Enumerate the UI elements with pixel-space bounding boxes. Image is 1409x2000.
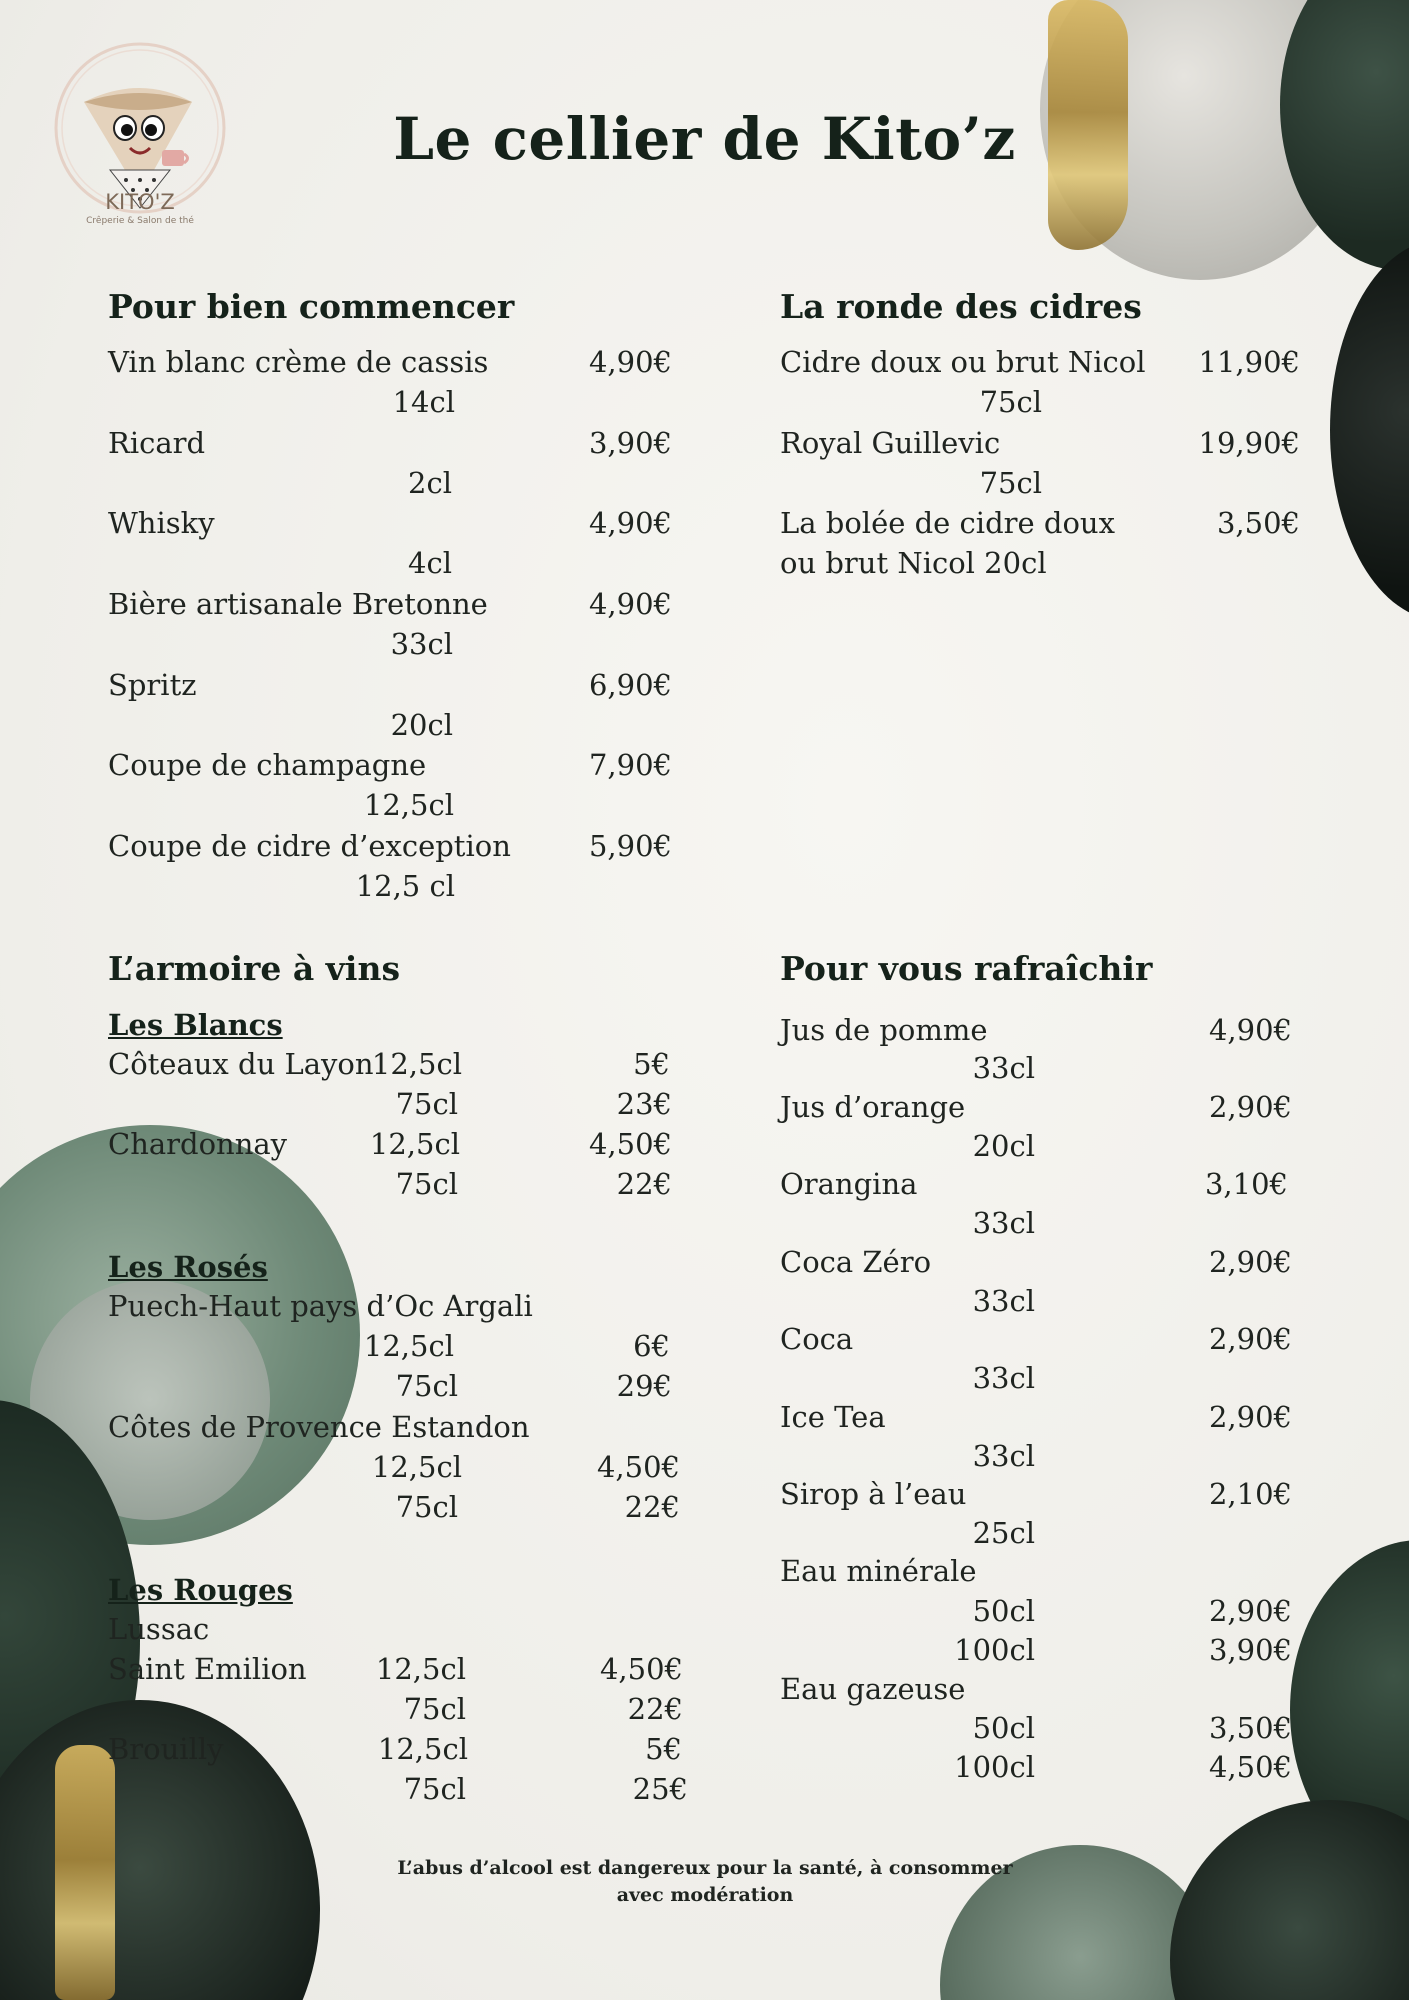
item-price: 4,90€ bbox=[1208, 1013, 1292, 1047]
health-warning bbox=[330, 1855, 1080, 1909]
section-heading-wines: L’armoire à vins bbox=[108, 949, 401, 988]
item-name: Chardonnay bbox=[108, 1127, 288, 1161]
subheading-reds: Les Rouges bbox=[108, 1573, 293, 1607]
item-name: Coupe de cidre d’exception bbox=[108, 829, 511, 863]
item-price: 2,90€ bbox=[1208, 1594, 1292, 1628]
item-volume: 100cl bbox=[954, 1750, 1035, 1784]
logo-tagline-text: Crêperie & Salon de thé bbox=[86, 216, 194, 226]
item-price: 5€ bbox=[633, 1047, 670, 1081]
subheading-whites: Les Blancs bbox=[108, 1008, 283, 1042]
item-volume: 12,5cl bbox=[363, 1329, 454, 1363]
item-volume: 14cl bbox=[392, 385, 455, 419]
item-price: 3,50€ bbox=[1216, 506, 1300, 540]
item-volume: 75cl bbox=[395, 1369, 458, 1403]
item-name: Vin blanc crème de cassis bbox=[108, 345, 489, 379]
page-title: Le cellier de Kito’z bbox=[393, 105, 1016, 173]
item-price: 3,90€ bbox=[588, 426, 672, 460]
item-volume: 12,5 cl bbox=[355, 869, 455, 903]
item-name: Eau gazeuse bbox=[780, 1672, 966, 1706]
health-warning-line2: avec modération bbox=[616, 1884, 794, 1906]
item-price: 3,50€ bbox=[1208, 1711, 1292, 1745]
item-volume: 12,5cl bbox=[363, 788, 454, 822]
item-volume: 20cl bbox=[972, 1129, 1035, 1163]
item-price: 11,90€ bbox=[1198, 345, 1300, 379]
item-volume: 20cl bbox=[390, 708, 453, 742]
item-price: 22€ bbox=[616, 1167, 672, 1201]
item-price: 25€ bbox=[632, 1772, 688, 1806]
item-price: 22€ bbox=[624, 1490, 680, 1524]
watercolor-blob-black bbox=[1330, 240, 1409, 620]
item-name: Cidre doux ou brut Nicol bbox=[780, 345, 1146, 379]
item-volume: 75cl bbox=[403, 1692, 466, 1726]
item-name: Puech-Haut pays d’Oc Argali bbox=[108, 1289, 533, 1323]
item-volume: 75cl bbox=[395, 1167, 458, 1201]
item-price: 4,90€ bbox=[588, 506, 672, 540]
item-volume: 12,5cl bbox=[377, 1732, 468, 1766]
item-price: 5€ bbox=[645, 1732, 682, 1766]
item-name: Côteaux du Layon bbox=[108, 1047, 374, 1081]
item-name: Côtes de Provence Estandon bbox=[108, 1410, 530, 1444]
item-name: Spritz bbox=[108, 668, 197, 702]
item-name: Eau minérale bbox=[780, 1554, 977, 1588]
item-price: 4,50€ bbox=[1208, 1750, 1292, 1784]
item-name: Ice Tea bbox=[780, 1400, 886, 1434]
item-price: 6,90€ bbox=[588, 668, 672, 702]
item-price: 3,10€ bbox=[1204, 1167, 1288, 1201]
item-price: 4,50€ bbox=[599, 1652, 683, 1686]
item-volume: 4cl bbox=[408, 546, 452, 580]
item-name: Coca Zéro bbox=[780, 1245, 932, 1279]
item-volume: 33cl bbox=[972, 1284, 1035, 1318]
item-price: 4,50€ bbox=[596, 1450, 680, 1484]
item-price: 7,90€ bbox=[588, 748, 672, 782]
item-volume: 100cl bbox=[954, 1633, 1035, 1667]
item-price: 29€ bbox=[616, 1369, 672, 1403]
item-name: La bolée de cidre doux bbox=[780, 506, 1115, 540]
item-name: Coca bbox=[780, 1322, 854, 1356]
item-name: Sirop à l’eau bbox=[780, 1477, 967, 1511]
item-volume: 33cl bbox=[972, 1439, 1035, 1473]
section-heading-starters: Pour bien commencer bbox=[108, 287, 515, 326]
item-name: Orangina bbox=[780, 1167, 918, 1201]
item-price: 23€ bbox=[616, 1087, 672, 1121]
item-name: Lussac bbox=[108, 1612, 210, 1646]
item-price: 19,90€ bbox=[1198, 426, 1300, 460]
item-price: 4,90€ bbox=[588, 345, 672, 379]
health-warning-line1: L’abus d’alcool est dangereux pour la santé, à consommer bbox=[397, 1857, 1013, 1879]
item-name: Saint Emilion bbox=[108, 1652, 307, 1686]
item-volume: 12,5cl bbox=[371, 1450, 462, 1484]
item-volume: 33cl bbox=[972, 1051, 1035, 1085]
item-volume: 33cl bbox=[972, 1361, 1035, 1395]
item-name: Jus de pomme bbox=[780, 1013, 988, 1047]
item-volume: 12,5cl bbox=[375, 1652, 466, 1686]
item-name: Coupe de champagne bbox=[108, 748, 427, 782]
section-heading-softs: Pour vous rafraîchir bbox=[780, 949, 1153, 988]
item-volume: 75cl bbox=[979, 466, 1042, 500]
item-price: 5,90€ bbox=[588, 829, 672, 863]
section-heading-ciders: La ronde des cidres bbox=[780, 287, 1142, 326]
item-price: 4,90€ bbox=[588, 587, 672, 621]
item-price: 2,90€ bbox=[1208, 1090, 1292, 1124]
item-price: 6€ bbox=[633, 1329, 670, 1363]
item-volume: 25cl bbox=[972, 1516, 1035, 1550]
item-name: Royal Guillevic bbox=[780, 426, 1001, 460]
item-volume: 50cl bbox=[972, 1594, 1035, 1628]
logo-brand-text: KITO'Z bbox=[105, 190, 175, 214]
item-name: Whisky bbox=[108, 506, 215, 540]
item-volume: 33cl bbox=[972, 1206, 1035, 1240]
item-name: Bière artisanale Bretonne bbox=[108, 587, 488, 621]
watercolor-blob-bottom-corner bbox=[1170, 1800, 1409, 2000]
item-price: 2,90€ bbox=[1208, 1322, 1292, 1356]
gold-brush-stroke-left bbox=[55, 1745, 115, 2000]
item-volume: 33cl bbox=[390, 627, 453, 661]
item-price: 3,90€ bbox=[1208, 1633, 1292, 1667]
item-volume: 75cl bbox=[403, 1772, 466, 1806]
item-price: 2,10€ bbox=[1208, 1477, 1292, 1511]
item-name: Brouilly bbox=[108, 1732, 224, 1766]
item-name-continuation: ou brut Nicol 20cl bbox=[780, 546, 1047, 580]
item-volume: 12,5cl bbox=[369, 1127, 460, 1161]
subheading-roses: Les Rosés bbox=[108, 1250, 268, 1284]
item-price: 2,90€ bbox=[1208, 1400, 1292, 1434]
item-volume: 2cl bbox=[408, 466, 452, 500]
item-name: Ricard bbox=[108, 426, 206, 460]
item-volume: 12,5cl bbox=[371, 1047, 462, 1081]
item-volume: 50cl bbox=[972, 1711, 1035, 1745]
item-volume: 75cl bbox=[395, 1087, 458, 1121]
item-price: 4,50€ bbox=[588, 1127, 672, 1161]
item-volume: 75cl bbox=[979, 385, 1042, 419]
item-price: 22€ bbox=[627, 1692, 683, 1726]
item-price: 2,90€ bbox=[1208, 1245, 1292, 1279]
item-volume: 75cl bbox=[395, 1490, 458, 1524]
item-name: Jus d’orange bbox=[780, 1090, 966, 1124]
